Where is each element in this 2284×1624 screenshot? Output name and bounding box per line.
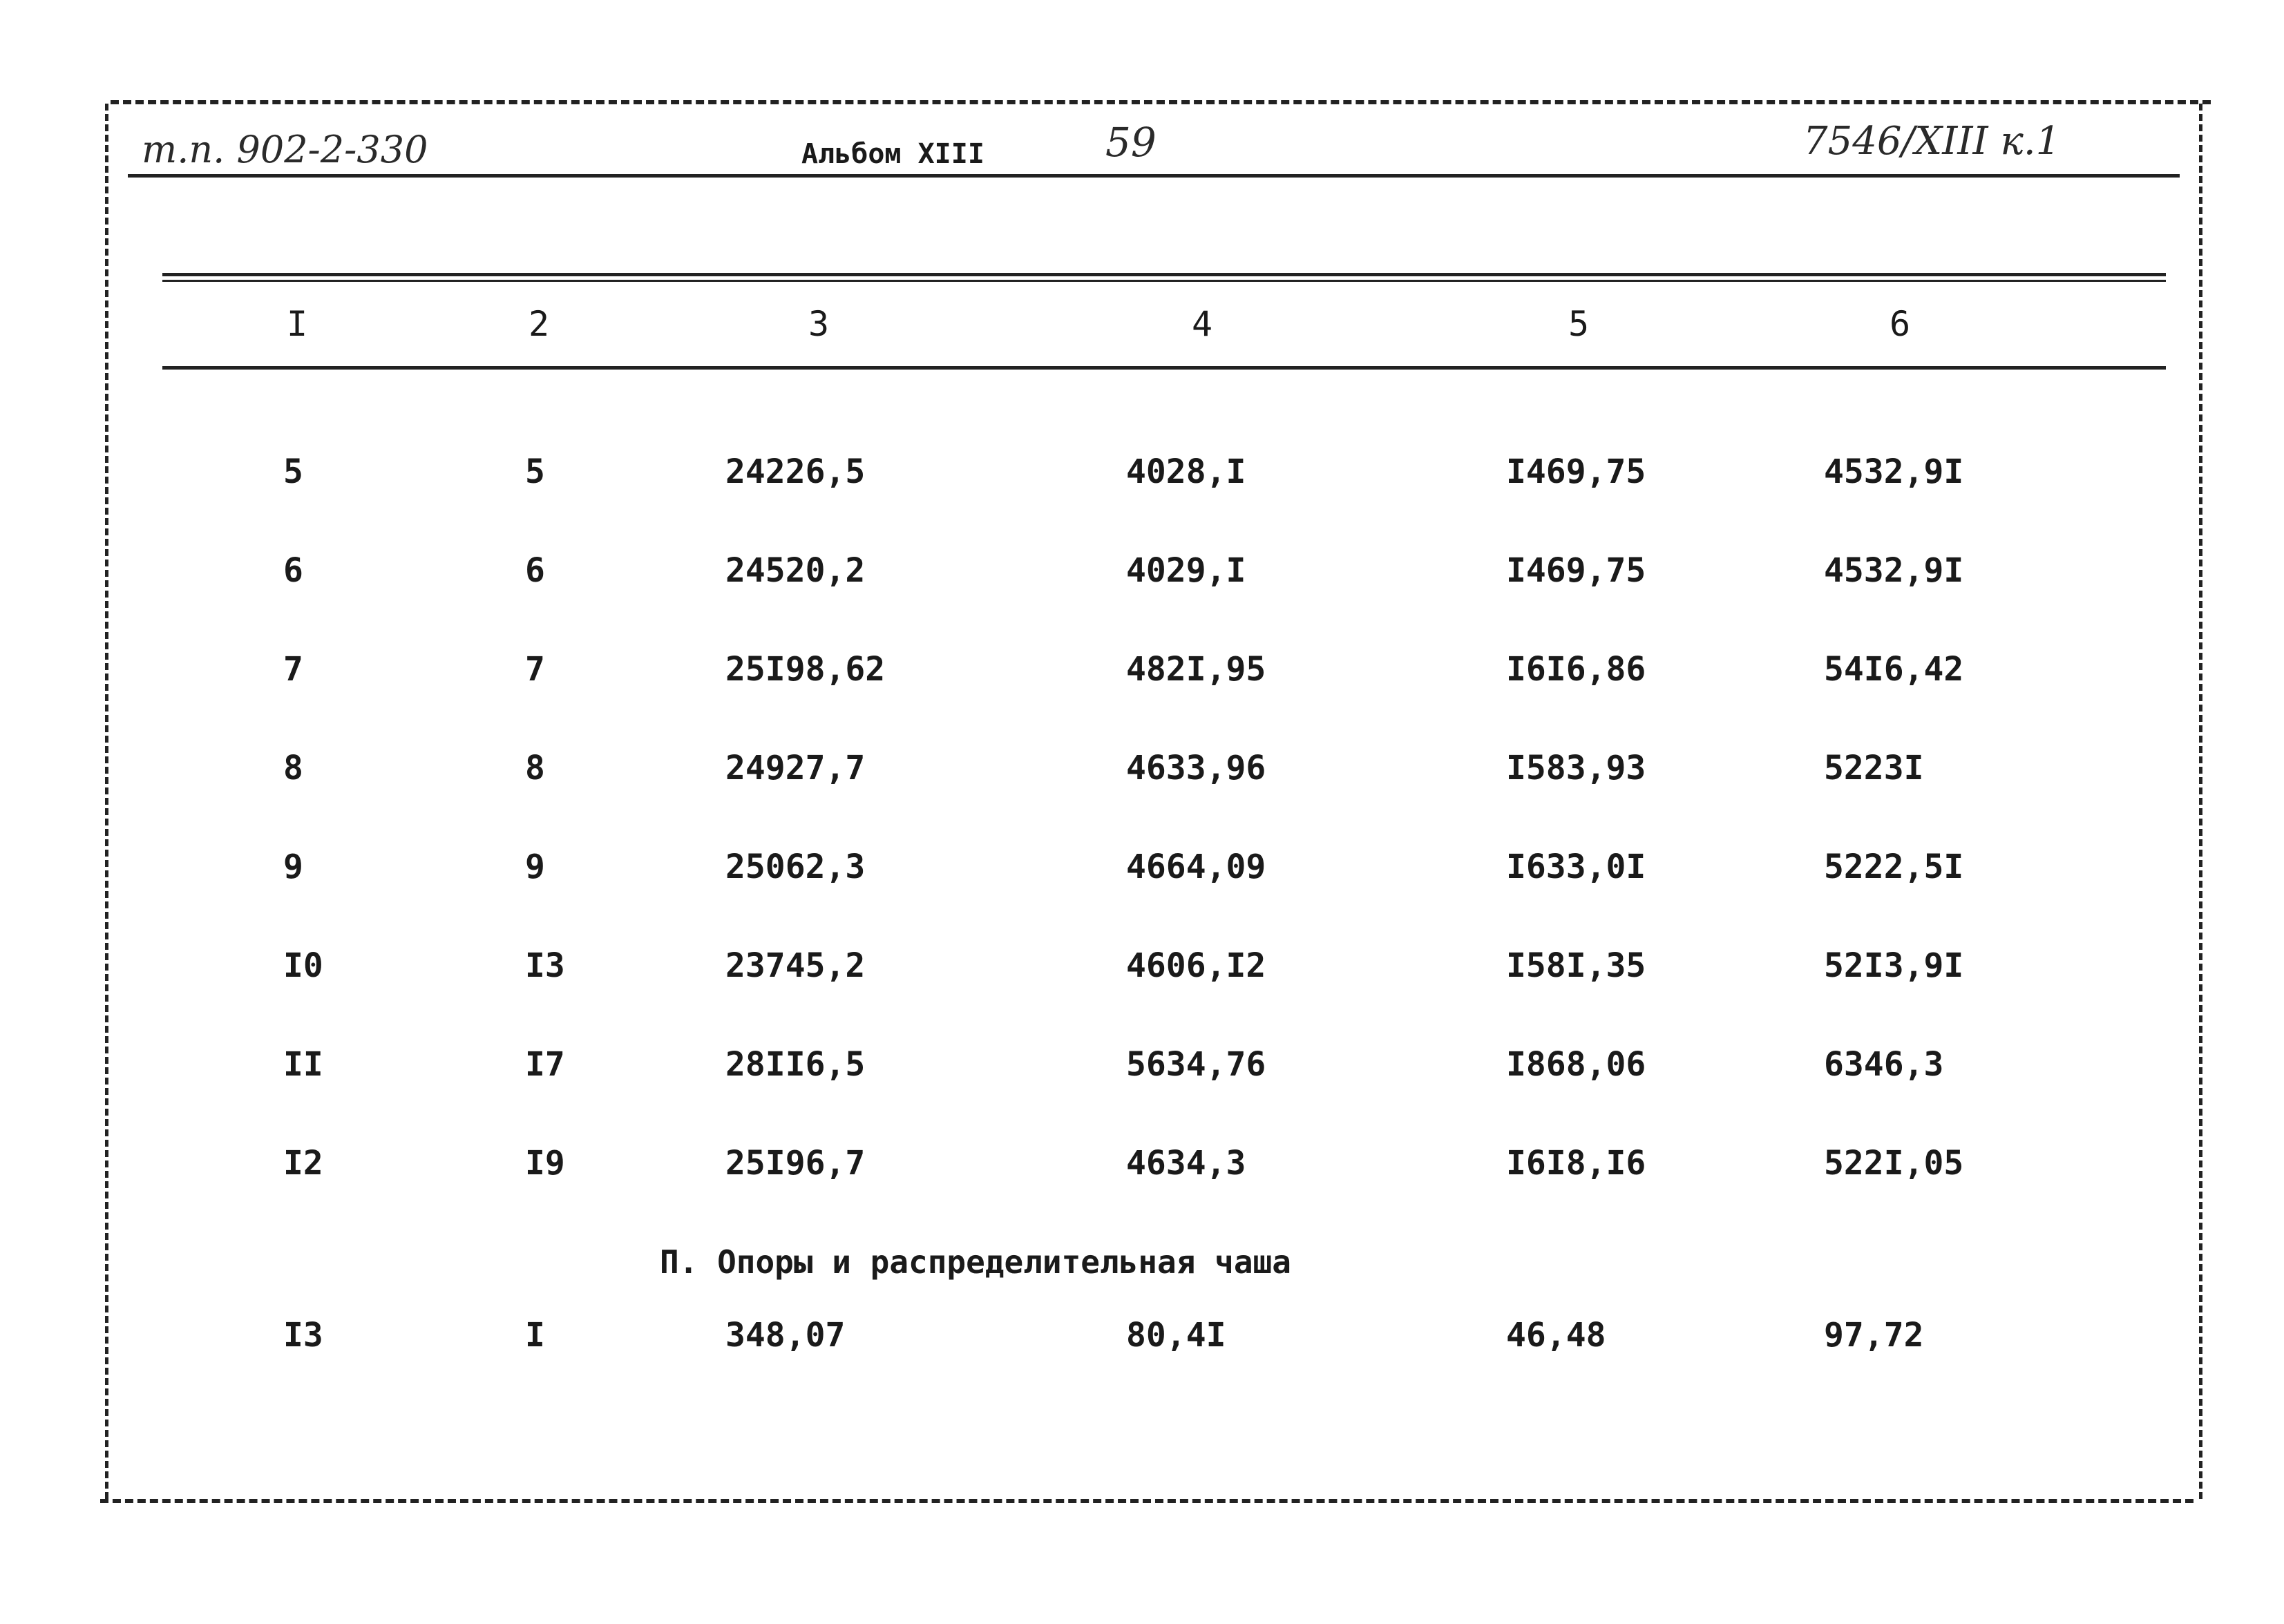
table-cell-col-3: 24226,5 bbox=[725, 452, 866, 491]
table-cell-col-4: 4029,I bbox=[1126, 551, 1246, 590]
column-header-6: 6 bbox=[1890, 304, 1911, 344]
table-cell-col-5: I469,75 bbox=[1506, 452, 1646, 491]
table-cell-col-4: 80,4I bbox=[1126, 1316, 1226, 1355]
table-cell-col-2: 7 bbox=[525, 650, 545, 689]
section-title: П. Опоры и распределительная чаша bbox=[660, 1243, 1291, 1281]
table-cell-col-6: 4532,9I bbox=[1824, 452, 1964, 491]
table-cell-col-5: I6I8,I6 bbox=[1506, 1144, 1646, 1183]
document-code: т.п. 902-2-330 bbox=[142, 128, 428, 171]
table-cell-col-5: I58I,35 bbox=[1506, 946, 1646, 985]
table-cell-col-1: I0 bbox=[283, 946, 323, 985]
table-cell-col-6: 97,72 bbox=[1824, 1316, 1924, 1355]
table-cell-col-1: 9 bbox=[283, 848, 303, 886]
table-cell-col-1: I2 bbox=[283, 1144, 323, 1183]
table-cell-col-3: 24927,7 bbox=[725, 749, 866, 787]
table-cell-col-2: 5 bbox=[525, 452, 545, 491]
table-cell-col-4: 4028,I bbox=[1126, 452, 1246, 491]
table-cell-col-3: 25062,3 bbox=[725, 848, 866, 886]
table-cell-col-5: I868,06 bbox=[1506, 1045, 1646, 1084]
frame-border-top bbox=[111, 100, 2211, 104]
table-cell-col-2: 6 bbox=[525, 551, 545, 590]
table-cell-col-4: 4633,96 bbox=[1126, 749, 1266, 787]
table-cell-col-1: 6 bbox=[283, 551, 303, 590]
table-top-rule bbox=[162, 273, 2166, 276]
table-cell-col-1: I3 bbox=[283, 1316, 323, 1355]
table-cell-col-5: 46,48 bbox=[1506, 1316, 1606, 1355]
frame-border-bottom bbox=[100, 1499, 2193, 1503]
table-cell-col-6: 5222,5I bbox=[1824, 848, 1964, 886]
column-header-5: 5 bbox=[1568, 304, 1590, 344]
table-cell-col-4: 4664,09 bbox=[1126, 848, 1266, 886]
table-cell-col-3: 23745,2 bbox=[725, 946, 866, 985]
table-cell-col-3: 24520,2 bbox=[725, 551, 866, 590]
table-cell-col-3: 348,07 bbox=[725, 1316, 846, 1355]
album-label: Альбом XIII bbox=[801, 138, 984, 170]
table-cell-col-4: 482I,95 bbox=[1126, 650, 1266, 689]
table-cell-col-6: 6346,3 bbox=[1824, 1045, 1944, 1084]
table-cell-col-5: I633,0I bbox=[1506, 848, 1646, 886]
table-cell-col-2: I9 bbox=[525, 1144, 565, 1183]
table-cell-col-2: 9 bbox=[525, 848, 545, 886]
table-cell-col-3: 25I98,62 bbox=[725, 650, 886, 689]
table-cell-col-4: 4606,I2 bbox=[1126, 946, 1266, 985]
table-cell-col-6: 4532,9I bbox=[1824, 551, 1964, 590]
table-cell-col-1: II bbox=[283, 1045, 323, 1084]
table-cell-col-1: 5 bbox=[283, 452, 303, 491]
frame-border-right bbox=[2199, 104, 2202, 1499]
column-header-1: I bbox=[287, 304, 308, 344]
archive-reference: 7546/XIII к.1 bbox=[1803, 119, 2061, 164]
table-cell-col-4: 4634,3 bbox=[1126, 1144, 1246, 1183]
column-header-2: 2 bbox=[529, 304, 550, 344]
table-cell-col-3: 28II6,5 bbox=[725, 1045, 866, 1084]
table-cell-col-5: I583,93 bbox=[1506, 749, 1646, 787]
column-header-3: 3 bbox=[808, 304, 830, 344]
page-number: 59 bbox=[1105, 119, 1157, 166]
table-cell-col-6: 5223I bbox=[1824, 749, 1924, 787]
table-cell-col-2: I3 bbox=[525, 946, 565, 985]
table-cell-col-2: I bbox=[525, 1316, 545, 1355]
table-cell-col-3: 25I96,7 bbox=[725, 1144, 866, 1183]
table-cell-col-6: 54I6,42 bbox=[1824, 650, 1964, 689]
frame-border-left bbox=[105, 104, 108, 1499]
table-cell-col-6: 522I,05 bbox=[1824, 1144, 1964, 1183]
header-rule bbox=[128, 174, 2180, 178]
table-cell-col-1: 7 bbox=[283, 650, 303, 689]
table-top-rule-double bbox=[162, 280, 2166, 282]
table-cell-col-6: 52I3,9I bbox=[1824, 946, 1964, 985]
table-header-rule bbox=[162, 366, 2166, 370]
table-cell-col-4: 5634,76 bbox=[1126, 1045, 1266, 1084]
column-header-4: 4 bbox=[1192, 304, 1213, 344]
table-cell-col-5: I469,75 bbox=[1506, 551, 1646, 590]
table-cell-col-1: 8 bbox=[283, 749, 303, 787]
table-cell-col-2: I7 bbox=[525, 1045, 565, 1084]
table-cell-col-2: 8 bbox=[525, 749, 545, 787]
table-cell-col-5: I6I6,86 bbox=[1506, 650, 1646, 689]
